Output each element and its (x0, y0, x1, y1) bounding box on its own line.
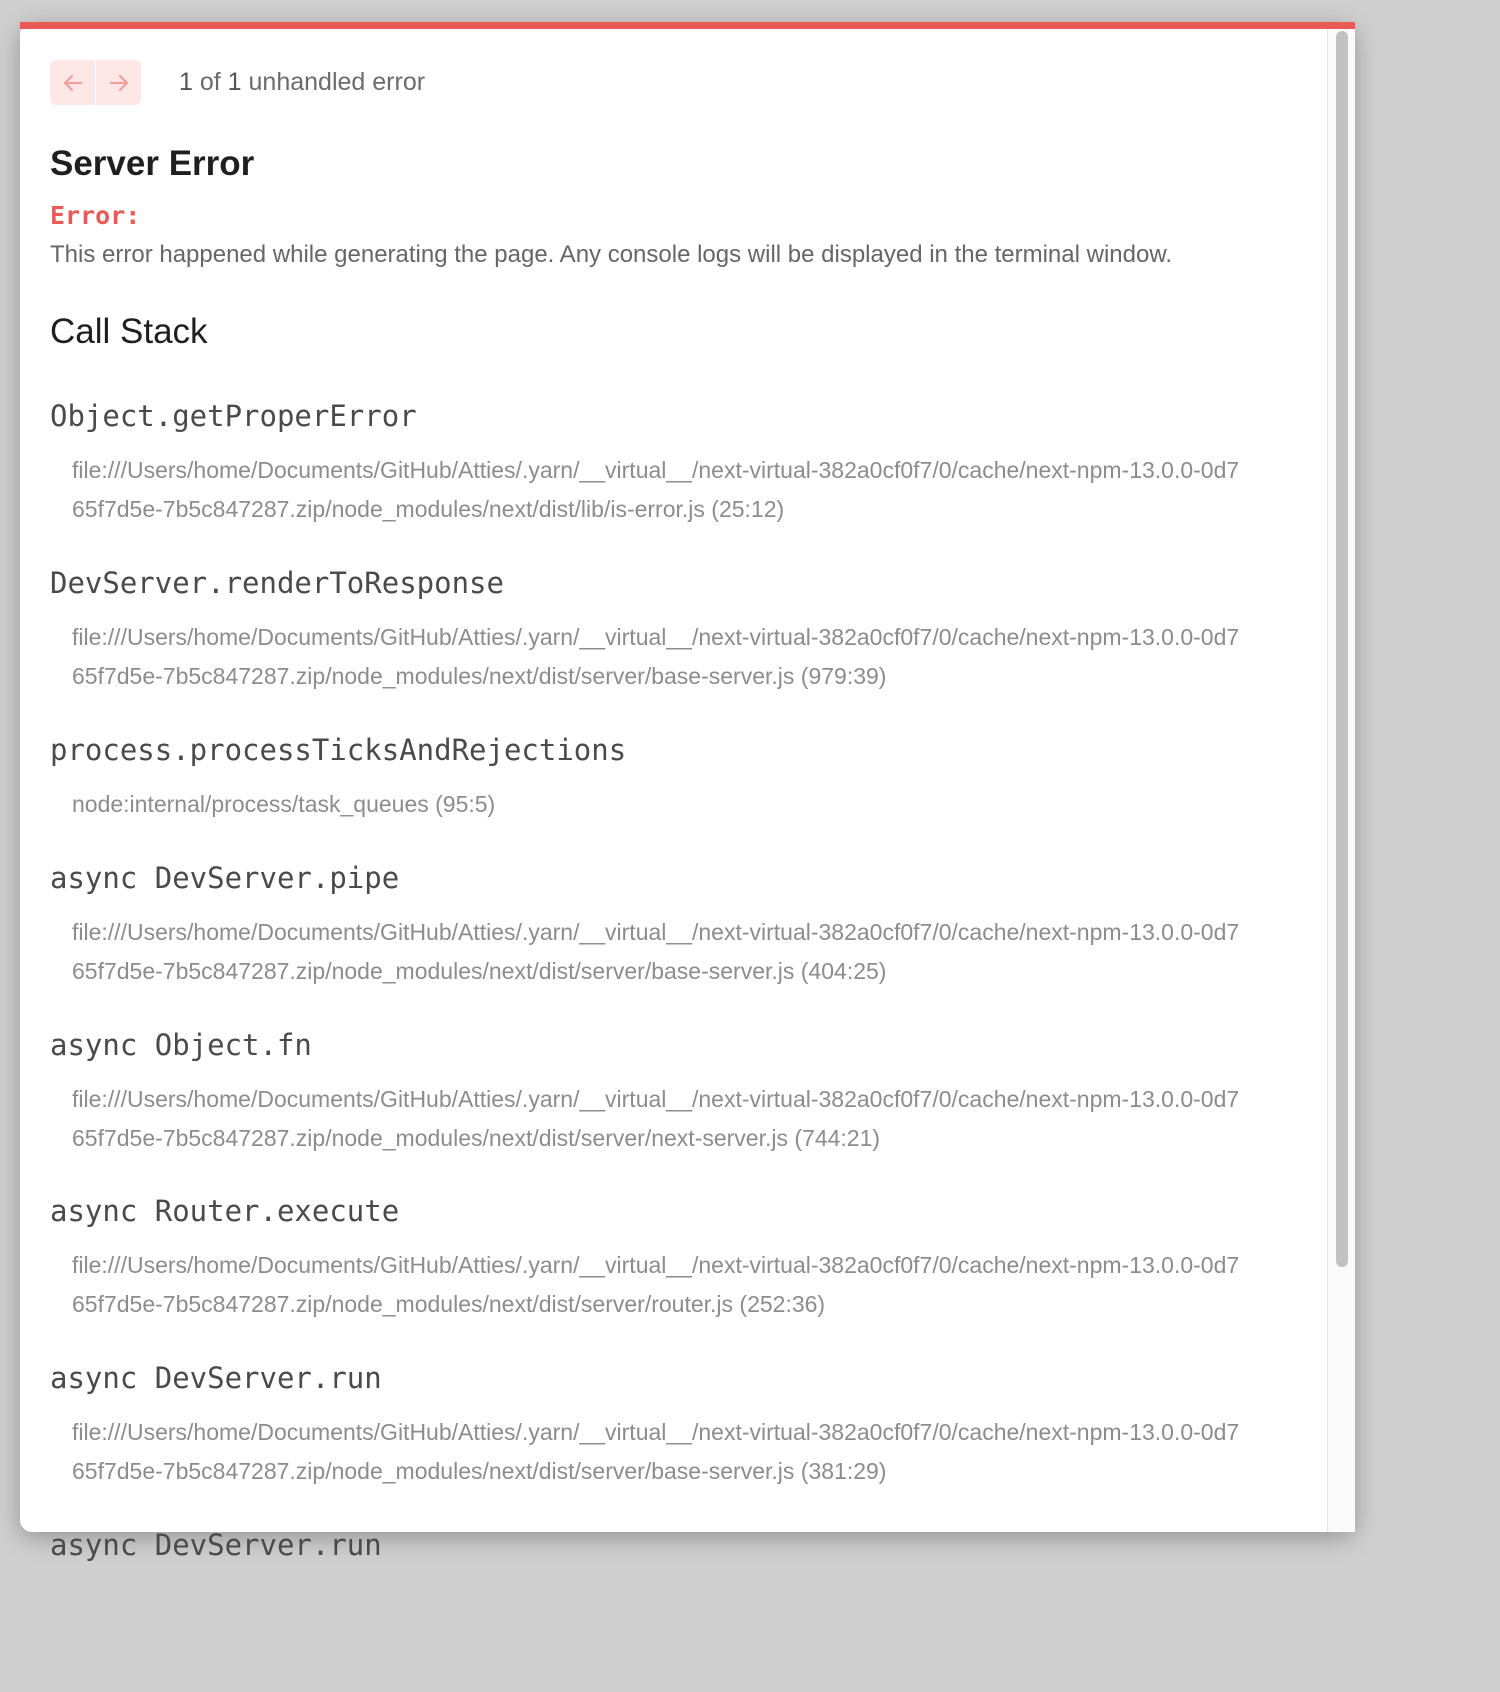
stack-frame-file-link[interactable]: node:internal/process/task_queues (95:5) (72, 791, 496, 817)
stack-frame-file-link[interactable]: file:///Users/home/Documents/GitHub/Atties/.yarn/__virtual__/next-virtual-382a0cf0f7/0/cache/next-npm-13.0.0-0d765f7d5e-7b5c847287.zip/node_modules/next/dist/server/base-server.js (979:39) (72, 624, 1240, 689)
stack-frame (50, 730, 1310, 824)
next-error-button[interactable] (95, 60, 141, 105)
stack-frame-file-link[interactable]: file:///Users/home/Documents/GitHub/Atties/.yarn/__virtual__/next-virtual-382a0cf0f7/0/cache/next-npm-13.0.0-0d765f7d5e-7b5c847287.zip/node_modules/next/dist/lib/is-error.js (25:12) (72, 457, 1240, 522)
stack-frame-function: process.processTicksAndRejections (50, 733, 627, 767)
stack-frame (50, 1525, 1310, 1565)
error-accent-bar (20, 22, 1355, 29)
stack-frame (50, 1191, 1310, 1324)
stack-frame-function: async Router.execute (50, 1194, 400, 1228)
arrow-left-icon (61, 71, 85, 95)
scrollbar-thumb[interactable] (1336, 31, 1348, 1267)
stack-frame-function: async DevServer.run (50, 1361, 382, 1395)
error-title: Server Error (50, 144, 255, 183)
stack-frame (50, 1358, 1310, 1491)
error-counter (179, 68, 425, 97)
error-counter-total: 1 (227, 68, 242, 96)
stack-frame-file-link[interactable]: file:///Users/home/Documents/GitHub/Atties/.yarn/__virtual__/next-virtual-382a0cf0f7/0/cache/next-npm-13.0.0-0d765f7d5e-7b5c847287.zip/node_modules/next/dist/server/router.js (252:36) (72, 1252, 1240, 1317)
vertical-scrollbar[interactable] (1327, 29, 1355, 1532)
stack-frame (50, 396, 1310, 529)
error-counter-current: 1 (179, 68, 193, 96)
stack-frame-function: async Object.fn (50, 1028, 312, 1062)
error-label: Error: (50, 201, 141, 230)
stack-frame-function: DevServer.renderToResponse (50, 566, 504, 600)
previous-error-button[interactable] (50, 60, 95, 105)
call-stack-title: Call Stack (50, 312, 208, 351)
stack-frame-file-link[interactable]: file:///Users/home/Documents/GitHub/Atties/.yarn/__virtual__/next-virtual-382a0cf0f7/0/cache/next-npm-13.0.0-0d765f7d5e-7b5c847287.zip/node_modules/next/dist/server/base-server.js (381:29) (72, 1419, 1240, 1484)
stack-frame-file-link[interactable]: file:///Users/home/Documents/GitHub/Atties/.yarn/__virtual__/next-virtual-382a0cf0f7/0/cache/next-npm-13.0.0-0d765f7d5e-7b5c847287.zip/node_modules/next/dist/server/base-server.js (404:25) (72, 919, 1240, 984)
stack-frame (50, 1025, 1310, 1158)
error-overlay-dialog (20, 22, 1355, 1562)
stack-frame-function: async DevServer.pipe (50, 861, 400, 895)
error-counter-suffix: unhandled error (248, 68, 426, 96)
arrow-right-icon (107, 71, 131, 95)
stack-frame-function: Object.getProperError (50, 399, 417, 433)
error-pagination (50, 60, 425, 105)
error-description: This error happened while generating the page. Any console logs will be displayed in the terminal window. (50, 241, 1173, 268)
stack-frame-function: async DevServer.run (50, 1528, 382, 1562)
error-counter-of: of (199, 68, 221, 96)
error-nav-buttons (50, 60, 141, 105)
stack-frame (50, 563, 1310, 696)
stack-frame-file-link[interactable]: file:///Users/home/Documents/GitHub/Atties/.yarn/__virtual__/next-virtual-382a0cf0f7/0/cache/next-npm-13.0.0-0d765f7d5e-7b5c847287.zip/node_modules/next/dist/server/next-server.js (744:21) (72, 1086, 1240, 1151)
stack-frame (50, 858, 1310, 991)
